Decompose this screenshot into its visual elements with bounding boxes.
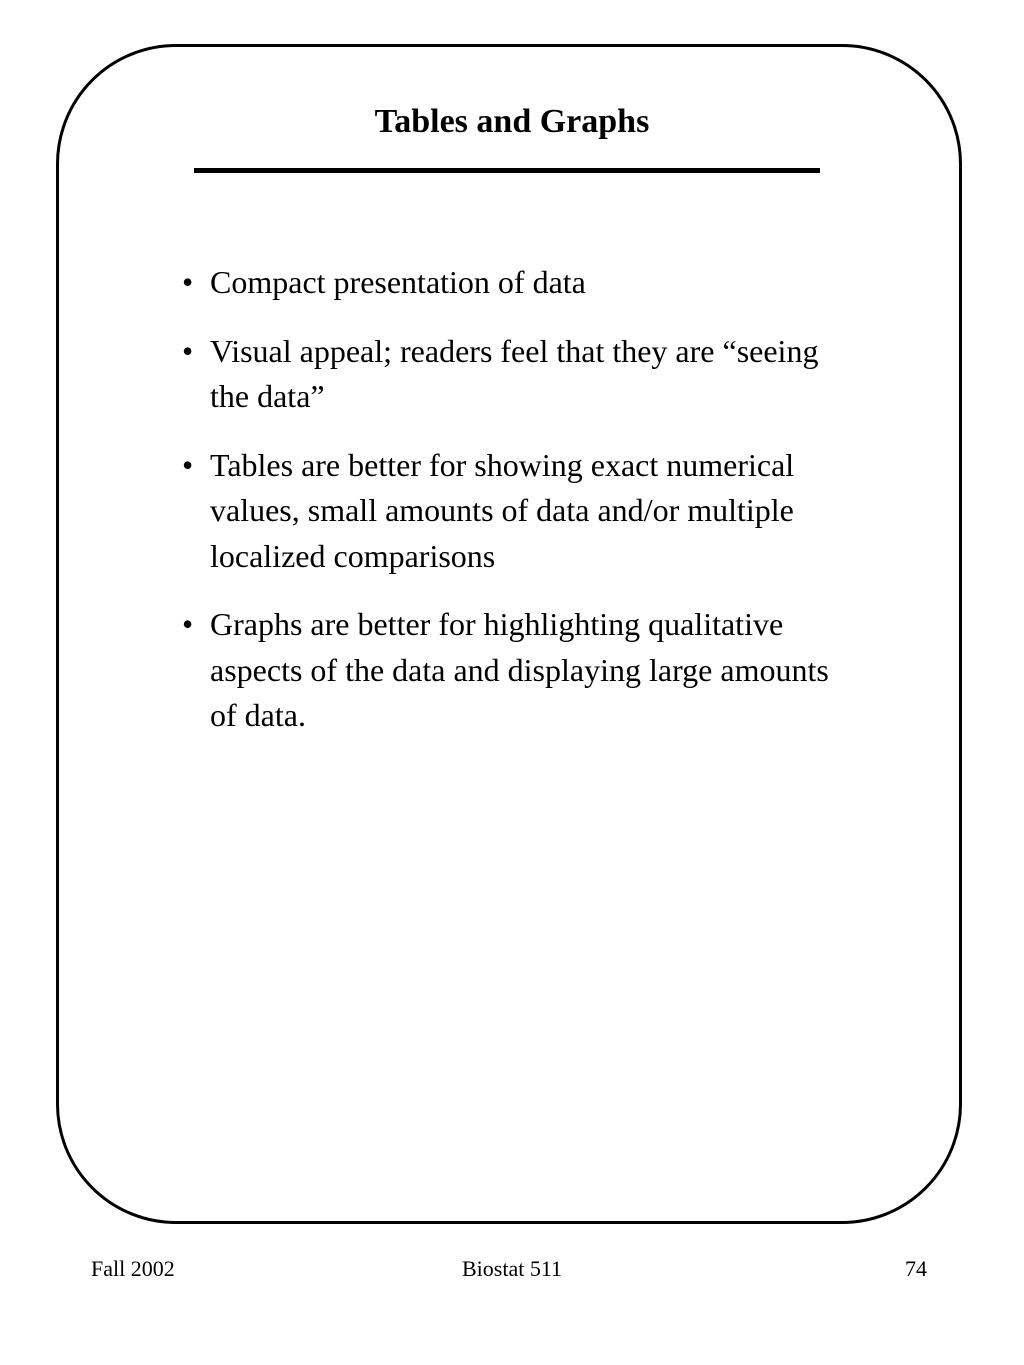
title-underline [194, 168, 820, 173]
bullet-text: Graphs are better for highlighting qualitative aspects of the data and displaying large amounts of data. [210, 606, 829, 733]
bullet-icon: • [182, 446, 194, 483]
page-number: 74 [905, 1256, 927, 1281]
bullet-item [182, 260, 842, 306]
bullet-item [182, 602, 842, 739]
slide-title: Tables and Graphs [374, 103, 650, 140]
bullet-text: Tables are better for showing exact numerical values, small amounts of data and/or multiple localized comparisons [210, 446, 795, 574]
footer-term: Fall 2002 [91, 1256, 175, 1281]
bullet-icon: • [182, 264, 194, 300]
bullet-item [182, 443, 842, 580]
bullet-icon: • [182, 332, 194, 369]
bullet-item [182, 329, 842, 420]
footer-course: Biostat 511 [461, 1256, 563, 1281]
bullet-icon: • [182, 606, 194, 642]
bullet-text: Compact presentation of data [210, 264, 586, 300]
bullet-list [182, 260, 842, 762]
bullet-text: Visual appeal; readers feel that they are “seeing the data” [210, 332, 819, 414]
